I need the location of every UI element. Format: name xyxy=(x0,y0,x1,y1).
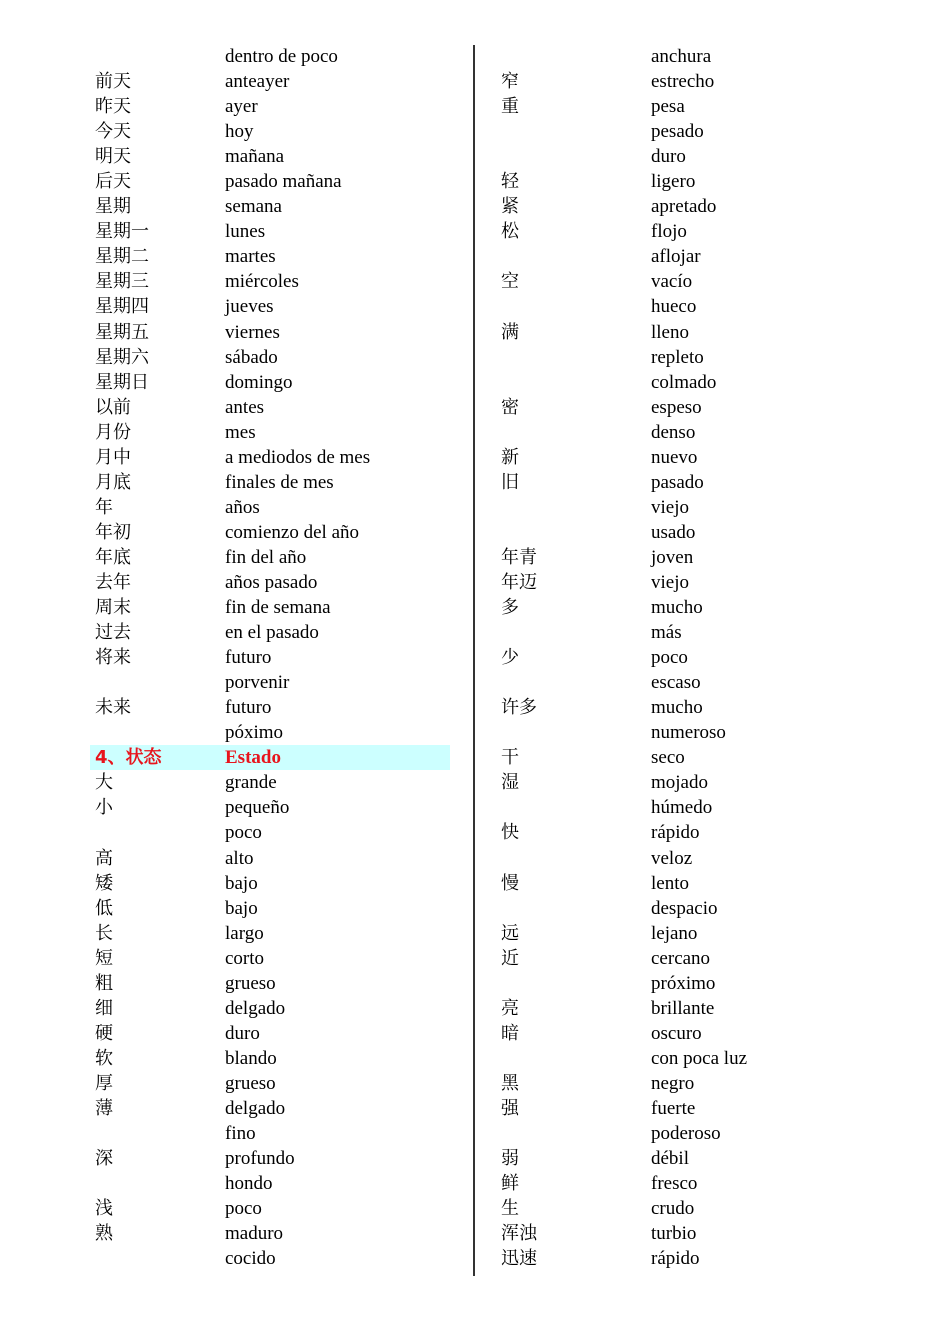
spanish-term: repleto xyxy=(651,346,704,368)
spanish-term: veloz xyxy=(651,847,693,869)
left-column xyxy=(90,44,450,1271)
chinese-term: 许多 xyxy=(501,697,537,719)
vocab-row xyxy=(90,470,450,495)
vocab-row xyxy=(90,846,450,871)
chinese-term: 大 xyxy=(95,772,113,794)
spanish-term: maduro xyxy=(225,1223,284,1245)
vocab-row xyxy=(496,1021,896,1046)
vocab-row xyxy=(90,720,450,745)
vocab-row xyxy=(496,795,896,820)
chinese-term: 薄 xyxy=(95,1097,113,1119)
vocab-row xyxy=(90,1246,450,1271)
spanish-term: años pasado xyxy=(225,571,318,593)
spanish-term: delgado xyxy=(225,1097,286,1119)
vocab-row xyxy=(90,1021,450,1046)
vocab-row xyxy=(90,770,450,795)
chinese-term: 轻 xyxy=(501,171,519,193)
chinese-term: 紧 xyxy=(501,196,519,218)
vocab-row xyxy=(90,320,450,345)
vocab-row xyxy=(90,495,450,520)
spanish-term: domingo xyxy=(225,371,293,393)
chinese-term: 密 xyxy=(501,396,519,418)
chinese-term: 过去 xyxy=(95,622,131,644)
chinese-term: 星期三 xyxy=(95,271,149,293)
chinese-term: 旧 xyxy=(501,471,519,493)
chinese-term: 后天 xyxy=(95,171,131,193)
spanish-term: pesado xyxy=(651,121,704,143)
vocab-row xyxy=(496,645,896,670)
spanish-term: escaso xyxy=(651,672,701,694)
vocab-row xyxy=(496,320,896,345)
vocab-row xyxy=(496,94,896,119)
section-heading-spanish: Estado xyxy=(225,747,281,769)
chinese-term: 星期二 xyxy=(95,246,149,268)
vocab-row xyxy=(90,795,450,820)
spanish-term: más xyxy=(651,622,682,644)
chinese-term: 星期六 xyxy=(95,346,149,368)
chinese-term: 远 xyxy=(501,922,519,944)
chinese-term: 前天 xyxy=(95,71,131,93)
vocab-row xyxy=(90,44,450,69)
spanish-term: lunes xyxy=(225,221,266,243)
vocab-row xyxy=(90,345,450,370)
vocab-row xyxy=(90,1096,450,1121)
spanish-term: lleno xyxy=(651,321,689,343)
spanish-term: grueso xyxy=(225,972,276,994)
spanish-term: vacío xyxy=(651,271,693,293)
spanish-term: húmedo xyxy=(651,797,713,819)
spanish-term: futuro xyxy=(225,697,272,719)
spanish-term: estrecho xyxy=(651,71,715,93)
spanish-term: profundo xyxy=(225,1148,295,1170)
spanish-term: fino xyxy=(225,1123,256,1145)
spanish-term: despacio xyxy=(651,897,718,919)
vocab-row xyxy=(90,244,450,269)
vocab-row xyxy=(90,996,450,1021)
vocab-row xyxy=(90,445,450,470)
spanish-term: hondo xyxy=(225,1173,273,1195)
spanish-term: finales de mes xyxy=(225,471,334,493)
vocab-row xyxy=(496,545,896,570)
chinese-term: 星期一 xyxy=(95,221,149,243)
spanish-term: rápido xyxy=(651,822,700,844)
chinese-term: 软 xyxy=(95,1047,113,1069)
vocab-row xyxy=(90,1171,450,1196)
chinese-term: 快 xyxy=(501,822,519,844)
spanish-term: dentro de poco xyxy=(225,46,338,67)
chinese-term: 短 xyxy=(95,947,113,969)
chinese-term: 月底 xyxy=(95,471,131,493)
spanish-term: nuevo xyxy=(651,446,698,468)
spanish-term: miércoles xyxy=(225,271,299,293)
vocab-row xyxy=(496,570,896,595)
vocab-row xyxy=(496,194,896,219)
spanish-term: fin del año xyxy=(225,546,307,568)
chinese-term: 星期五 xyxy=(95,321,149,343)
chinese-term: 鲜 xyxy=(501,1173,519,1195)
chinese-term: 年 xyxy=(95,496,113,518)
chinese-term: 周末 xyxy=(95,597,131,619)
vocab-row xyxy=(90,1196,450,1221)
chinese-term: 星期四 xyxy=(95,296,149,318)
chinese-term: 慢 xyxy=(501,872,519,894)
vocab-row xyxy=(90,645,450,670)
chinese-term: 去年 xyxy=(95,571,131,593)
chinese-term: 月中 xyxy=(95,446,131,468)
spanish-term: mes xyxy=(225,421,256,443)
vocab-row xyxy=(496,1121,896,1146)
vocab-row xyxy=(496,846,896,871)
spanish-term: años xyxy=(225,496,260,518)
vocab-row xyxy=(90,144,450,169)
chinese-term: 细 xyxy=(95,997,113,1019)
spanish-term: lento xyxy=(651,872,689,894)
vocab-row xyxy=(496,745,896,770)
spanish-term: jueves xyxy=(225,296,274,318)
vocab-row xyxy=(496,1096,896,1121)
vocab-row xyxy=(496,946,896,971)
spanish-term: mucho xyxy=(651,597,703,619)
spanish-term: poco xyxy=(225,822,262,844)
vocab-row xyxy=(496,370,896,395)
vocab-row xyxy=(90,69,450,94)
spanish-term: grueso xyxy=(225,1072,276,1094)
spanish-term: próximo xyxy=(651,972,716,994)
spanish-term: viernes xyxy=(225,321,280,343)
spanish-term: duro xyxy=(651,146,686,168)
spanish-term: duro xyxy=(225,1022,260,1044)
section-heading-row xyxy=(90,745,450,770)
vocab-row xyxy=(496,720,896,745)
chinese-term: 空 xyxy=(501,271,519,293)
vocab-row xyxy=(496,1196,896,1221)
chinese-term: 弱 xyxy=(501,1148,519,1170)
chinese-term: 矮 xyxy=(95,872,113,894)
spanish-term: mañana xyxy=(225,146,285,168)
spanish-term: corto xyxy=(225,947,265,969)
spanish-term: pasado mañana xyxy=(225,171,342,193)
chinese-term: 浅 xyxy=(95,1198,113,1220)
chinese-term: 月份 xyxy=(95,421,131,443)
spanish-term: delgado xyxy=(225,997,286,1019)
chinese-term: 今天 xyxy=(95,121,131,143)
vocab-row xyxy=(90,570,450,595)
vocab-row xyxy=(90,921,450,946)
spanish-term: apretado xyxy=(651,196,717,218)
vocab-row xyxy=(90,695,450,720)
vocab-row xyxy=(496,294,896,319)
vocab-row xyxy=(90,1146,450,1171)
spanish-term: joven xyxy=(651,546,694,568)
spanish-term: fresco xyxy=(651,1173,698,1195)
vocab-row xyxy=(496,420,896,445)
vocab-row xyxy=(90,971,450,996)
spanish-term: anteayer xyxy=(225,71,290,93)
chinese-term: 星期 xyxy=(95,196,131,218)
vocab-row xyxy=(496,896,896,921)
right-column xyxy=(496,44,896,1271)
spanish-term: colmado xyxy=(651,371,717,393)
spanish-term: débil xyxy=(651,1148,689,1170)
vocab-row xyxy=(496,1071,896,1096)
chinese-term: 少 xyxy=(501,647,519,669)
vocab-row xyxy=(496,69,896,94)
vocab-row xyxy=(496,1246,896,1271)
spanish-term: espeso xyxy=(651,396,702,418)
spanish-term: poderoso xyxy=(651,1123,721,1145)
chinese-term: 厚 xyxy=(95,1072,113,1094)
vocab-row xyxy=(496,770,896,795)
chinese-term: 干 xyxy=(501,747,519,769)
vocab-row xyxy=(496,44,896,69)
chinese-term: 满 xyxy=(501,321,519,343)
vocab-row xyxy=(496,495,896,520)
column-divider xyxy=(473,45,475,1276)
vocab-row xyxy=(496,345,896,370)
spanish-term: usado xyxy=(651,521,696,543)
spanish-term: rápido xyxy=(651,1248,700,1270)
spanish-term: ayer xyxy=(225,96,258,118)
chinese-term: 近 xyxy=(501,947,519,969)
spanish-term: ligero xyxy=(651,171,696,193)
spanish-term: hueco xyxy=(651,296,697,318)
spanish-term: pequeño xyxy=(225,797,290,819)
spanish-term: fuerte xyxy=(651,1097,696,1119)
vocab-row xyxy=(496,620,896,645)
chinese-term: 低 xyxy=(95,897,113,919)
vocab-row xyxy=(90,1221,450,1246)
chinese-term: 明天 xyxy=(95,146,131,168)
spanish-term: antes xyxy=(225,396,265,418)
spanish-term: porvenir xyxy=(225,672,290,694)
vocab-row xyxy=(90,620,450,645)
spanish-term: cercano xyxy=(651,947,711,969)
spanish-term: sábado xyxy=(225,346,278,368)
spanish-term: aflojar xyxy=(651,246,701,268)
chinese-term: 暗 xyxy=(501,1022,519,1044)
spanish-term: cocido xyxy=(225,1248,276,1270)
vocab-row xyxy=(90,294,450,319)
vocab-row xyxy=(496,996,896,1021)
chinese-term: 迅速 xyxy=(501,1248,537,1270)
chinese-term: 新 xyxy=(501,446,519,468)
vocab-row xyxy=(90,370,450,395)
chinese-term: 以前 xyxy=(95,396,131,418)
spanish-term: blando xyxy=(225,1047,277,1069)
vocab-row xyxy=(496,921,896,946)
vocab-row xyxy=(496,219,896,244)
chinese-term: 粗 xyxy=(95,972,113,994)
vocab-row xyxy=(90,871,450,896)
chinese-term: 高 xyxy=(95,847,113,869)
spanish-term: viejo xyxy=(651,496,689,518)
spanish-term: grande xyxy=(225,772,277,794)
chinese-term: 生 xyxy=(501,1198,519,1220)
spanish-term: mucho xyxy=(651,697,703,719)
spanish-term: numeroso xyxy=(651,722,726,744)
vocab-row xyxy=(496,395,896,420)
vocab-row xyxy=(90,1046,450,1071)
vocab-row xyxy=(496,971,896,996)
spanish-term: alto xyxy=(225,847,254,869)
spanish-term: largo xyxy=(225,922,264,944)
spanish-term: oscuro xyxy=(651,1022,702,1044)
spanish-term: póximo xyxy=(225,722,284,744)
spanish-term: denso xyxy=(651,421,696,443)
vocab-row xyxy=(496,470,896,495)
spanish-term: en el pasado xyxy=(225,622,319,644)
vocab-row xyxy=(496,119,896,144)
chinese-term: 星期日 xyxy=(95,371,149,393)
vocab-row xyxy=(496,144,896,169)
vocab-row xyxy=(496,820,896,845)
spanish-term: poco xyxy=(651,647,688,669)
chinese-term: 黑 xyxy=(501,1072,519,1094)
vocab-row xyxy=(90,219,450,244)
chinese-term: 浑浊 xyxy=(501,1223,537,1245)
spanish-term: anchura xyxy=(651,46,712,67)
vocab-row xyxy=(90,946,450,971)
vocab-row xyxy=(496,695,896,720)
spanish-term: comienzo del año xyxy=(225,521,360,543)
chinese-term: 湿 xyxy=(501,772,519,794)
vocab-row xyxy=(496,595,896,620)
chinese-term: 重 xyxy=(501,96,519,118)
chinese-term: 亮 xyxy=(501,997,519,1019)
spanish-term: lejano xyxy=(651,922,698,944)
vocab-row xyxy=(90,94,450,119)
section-heading-chinese: 4、状态 xyxy=(95,747,162,769)
chinese-term: 深 xyxy=(95,1148,113,1170)
chinese-term: 年青 xyxy=(501,546,537,568)
spanish-term: seco xyxy=(651,747,685,769)
vocab-row xyxy=(90,1071,450,1096)
spanish-term: flojo xyxy=(651,221,687,243)
chinese-term: 强 xyxy=(501,1097,519,1119)
chinese-term: 窄 xyxy=(501,71,519,93)
vocab-row xyxy=(90,595,450,620)
vocab-row xyxy=(496,244,896,269)
chinese-term: 年迈 xyxy=(501,571,537,593)
vocab-row xyxy=(90,545,450,570)
vocab-row xyxy=(90,670,450,695)
spanish-term: turbio xyxy=(651,1223,697,1245)
spanish-term: bajo xyxy=(225,897,258,919)
vocab-row xyxy=(90,1121,450,1146)
vocab-row xyxy=(496,169,896,194)
spanish-term: futuro xyxy=(225,647,272,669)
vocab-row xyxy=(496,1221,896,1246)
chinese-term: 小 xyxy=(95,797,113,819)
vocab-row xyxy=(496,445,896,470)
vocab-row xyxy=(496,1046,896,1071)
vocab-row xyxy=(496,871,896,896)
spanish-term: poco xyxy=(225,1198,262,1220)
spanish-term: fin de semana xyxy=(225,597,331,619)
spanish-term: negro xyxy=(651,1072,695,1094)
spanish-term: a mediodos de mes xyxy=(225,446,371,468)
chinese-term: 熟 xyxy=(95,1223,113,1245)
vocab-row xyxy=(90,395,450,420)
chinese-term: 昨天 xyxy=(95,96,131,118)
spanish-term: brillante xyxy=(651,997,715,1019)
vocab-row xyxy=(90,194,450,219)
spanish-term: con poca luz xyxy=(651,1047,748,1069)
spanish-term: pesa xyxy=(651,96,685,118)
vocab-row xyxy=(90,119,450,144)
vocab-row xyxy=(496,520,896,545)
chinese-term: 多 xyxy=(501,597,519,619)
vocab-row xyxy=(496,1171,896,1196)
spanish-term: viejo xyxy=(651,571,689,593)
spanish-term: pasado xyxy=(651,471,704,493)
vocab-row xyxy=(496,269,896,294)
vocab-row xyxy=(90,269,450,294)
spanish-term: mojado xyxy=(651,772,708,794)
vocab-row xyxy=(90,169,450,194)
spanish-term: semana xyxy=(225,196,282,218)
vocab-row xyxy=(90,420,450,445)
spanish-term: martes xyxy=(225,246,276,268)
vocab-row xyxy=(90,896,450,921)
spanish-term: hoy xyxy=(225,121,254,143)
vocab-row xyxy=(496,670,896,695)
chinese-term: 年底 xyxy=(95,546,131,568)
chinese-term: 长 xyxy=(95,922,113,944)
vocab-row xyxy=(90,520,450,545)
vocab-row xyxy=(496,1146,896,1171)
chinese-term: 硬 xyxy=(95,1022,113,1044)
vocab-row xyxy=(90,820,450,845)
chinese-term: 未来 xyxy=(95,697,131,719)
spanish-term: crudo xyxy=(651,1198,695,1220)
spanish-term: bajo xyxy=(225,872,258,894)
chinese-term: 年初 xyxy=(95,521,131,543)
chinese-term: 松 xyxy=(501,221,519,243)
chinese-term: 将来 xyxy=(95,647,131,669)
